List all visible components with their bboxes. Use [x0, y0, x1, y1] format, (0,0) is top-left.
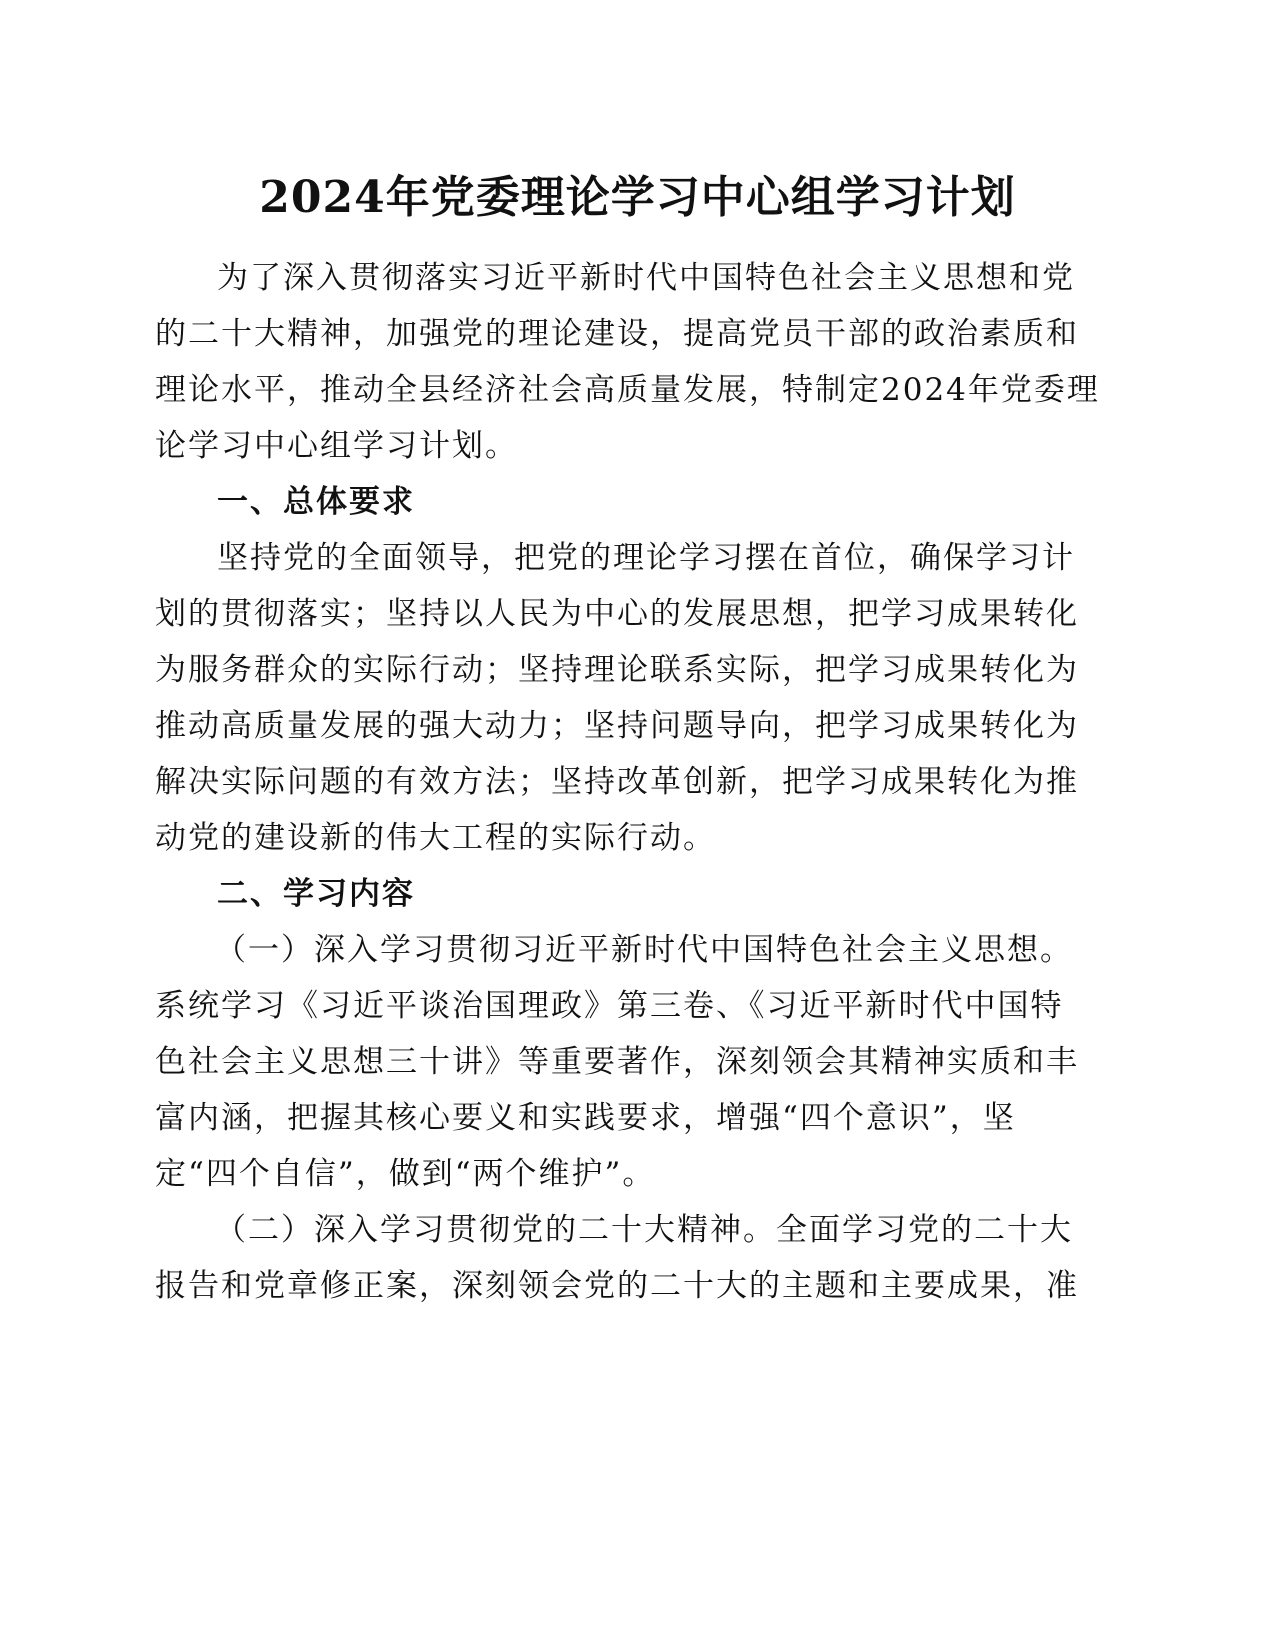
section-heading-overall-requirements: 一、总体要求	[217, 484, 415, 520]
requirements-line-6: 动党的建设新的伟大工程的实际行动。	[155, 820, 716, 856]
content-item-1-line-3: 色社会主义思想三十讲》等重要著作，深刻领会其精神实质和丰	[155, 1044, 1079, 1080]
intro-line-2: 的二十大精神，加强党的理论建设，提高党员干部的政治素质和	[155, 316, 1079, 352]
content-item-1-line-4: 富内涵，把握其核心要义和实践要求，增强“四个意识”，坚	[155, 1100, 1016, 1136]
intro-line-3: 理论水平，推动全县经济社会高质量发展，特制定2024年党委理	[155, 372, 1100, 408]
intro-line-4: 论学习中心组学习计划。	[155, 428, 518, 464]
requirements-line-3: 为服务群众的实际行动；坚持理论联系实际，把学习成果转化为	[155, 652, 1079, 688]
requirements-line-5: 解决实际问题的有效方法；坚持改革创新，把学习成果转化为推	[155, 764, 1079, 800]
requirements-line-2: 划的贯彻落实；坚持以人民为中心的发展思想，把学习成果转化	[155, 596, 1079, 632]
content-item-1-line-5: 定“四个自信”，做到“两个维护”。	[155, 1156, 656, 1192]
requirements-line-4: 推动高质量发展的强大动力；坚持问题导向，把学习成果转化为	[155, 708, 1079, 744]
content-item-1-line-2: 系统学习《习近平谈治国理政》第三卷、《习近平新时代中国特	[155, 988, 1064, 1024]
requirements-line-1: 坚持党的全面领导，把党的理论学习摆在首位，确保学习计	[217, 540, 1075, 576]
content-item-2-line-1: （二）深入学习贯彻党的二十大精神。全面学习党的二十大	[215, 1212, 1073, 1248]
section-heading-learning-content: 二、学习内容	[217, 876, 415, 912]
intro-line-1: 为了深入贯彻落实习近平新时代中国特色社会主义思想和党	[217, 260, 1075, 296]
document-title: 2024年党委理论学习中心组学习计划	[259, 172, 1016, 223]
content-item-1-line-1: （一）深入学习贯彻习近平新时代中国特色社会主义思想。	[215, 932, 1073, 968]
content-item-2-line-2: 报告和党章修正案，深刻领会党的二十大的主题和主要成果，准	[155, 1268, 1079, 1304]
